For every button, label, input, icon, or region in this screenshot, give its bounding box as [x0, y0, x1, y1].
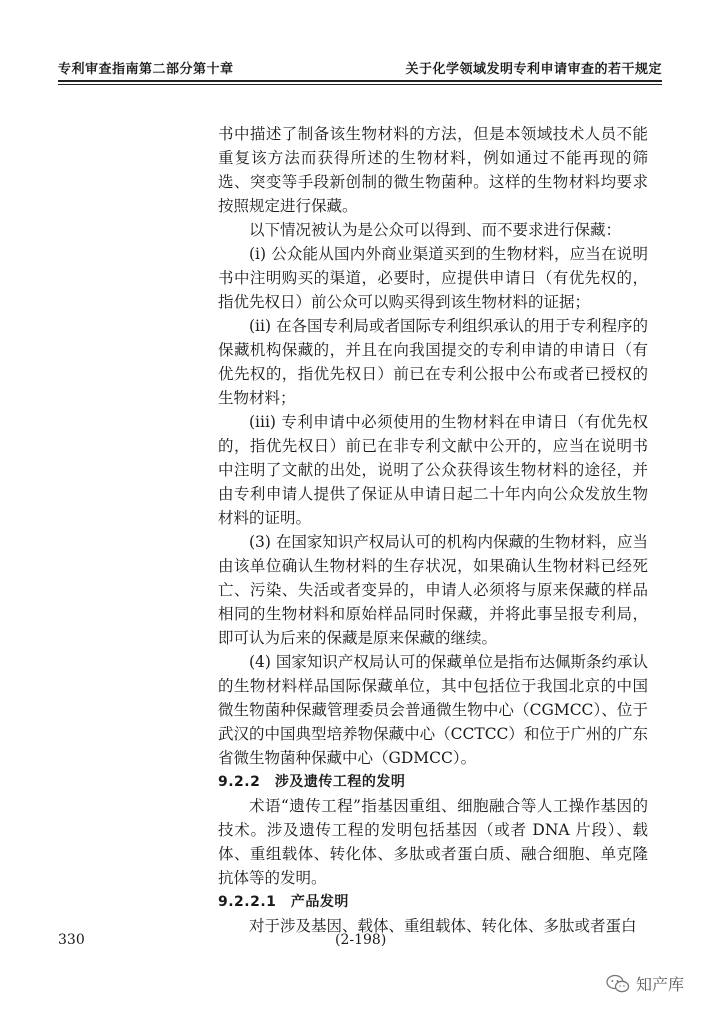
- header-right-title: 关于化学领域发明专利申请审查的若干规定: [405, 62, 662, 77]
- header-rule-thin: [58, 84, 662, 85]
- paragraph-continuation: 书中描述了制备该生物材料的方法，但是本领域技术人员不能重复该方法而获得所述的生物材料，例如通过不能再现的筛选、突变等手段新创制的微生物菌种。这样的生物材料均要求按照规定进行保藏。: [218, 125, 648, 215]
- paragraph-item-4: (4) 国家知识产权局认可的保藏单位是指布达佩斯条约承认的生物材料样品国际保藏单位，其中包括位于我国北京的中国微生物菌种保藏管理委员会普通微生物中心（CGMCC）、位于武汉的中国典型培养物保藏中心（CCTCC）和位于广州的广东省微生物菌种保藏中心（GDMCC）。: [218, 653, 648, 767]
- section-heading-9-2-2-1: 9.2.2.1 产品发明: [218, 894, 349, 910]
- page-number: 330: [58, 932, 85, 948]
- watermark: [606, 972, 684, 995]
- header-left-title: 专利审查指南第二部分第十章: [58, 62, 234, 77]
- running-header: [58, 58, 662, 77]
- paragraph-item-ii: (ii) 在各国专利局或者国际专利组织承认的用于专利程序的保藏机构保藏的，并且在向我国提交的专利申请的申请日（有优先权的，指优先权日）前已在专利公报中公布或者已授权的生物材料；: [218, 317, 648, 407]
- wechat-icon: [606, 974, 630, 994]
- section-heading-9-2-2: 9.2.2 涉及遗传工程的发明: [218, 774, 406, 790]
- paragraph-intro: 以下情况被认为是公众可以得到、而不要求进行保藏：: [249, 221, 622, 239]
- header-rule-thick: [58, 80, 662, 82]
- paragraph-item-iii: (iii) 专利申请中必须使用的生物材料在申请日（有优先权的，指优先权日）前已在非专利文献中公开的，应当在说明书中注明了文献的出处，说明了公众获得该生物材料的途径，并由专利申请人提供了保证从申请日起二十年内向公众发放生物材料的证明。: [218, 413, 648, 527]
- paragraph-product-invention: 对于涉及基因、载体、重组载体、转化体、多肽或者蛋白: [249, 917, 637, 935]
- paragraph-item-3: (3) 在国家知识产权局认可的机构内保藏的生物材料，应当由该单位确认生物材料的生存状况，如果确认生物材料已经死亡、污染、失活或者变异的，申请人必须将与原来保藏的样品相同的生物材料和原始样品同时保藏，并将此事呈报专利局，即可认为后来的保藏是原来保藏的继续。: [218, 533, 648, 647]
- page-code: (2-198): [335, 932, 387, 948]
- page-body: [218, 122, 648, 938]
- paragraph-item-i: (i) 公众能从国内外商业渠道买到的生物材料，应当在说明书中注明购买的渠道，必要时，应提供申请日（有优先权的，指优先权日）前公众可以购买得到该生物材料的证据；: [218, 245, 648, 311]
- paragraph-genetic-engineering: 术语“遗传工程”指基因重组、细胞融合等人工操作基因的技术。涉及遗传工程的发明包括基因（或者 DNA 片段）、载体、重组载体、转化体、多肽或者蛋白质、融合细胞、单克隆抗体等的发明。: [218, 797, 648, 887]
- watermark-text: 知产库: [635, 975, 684, 994]
